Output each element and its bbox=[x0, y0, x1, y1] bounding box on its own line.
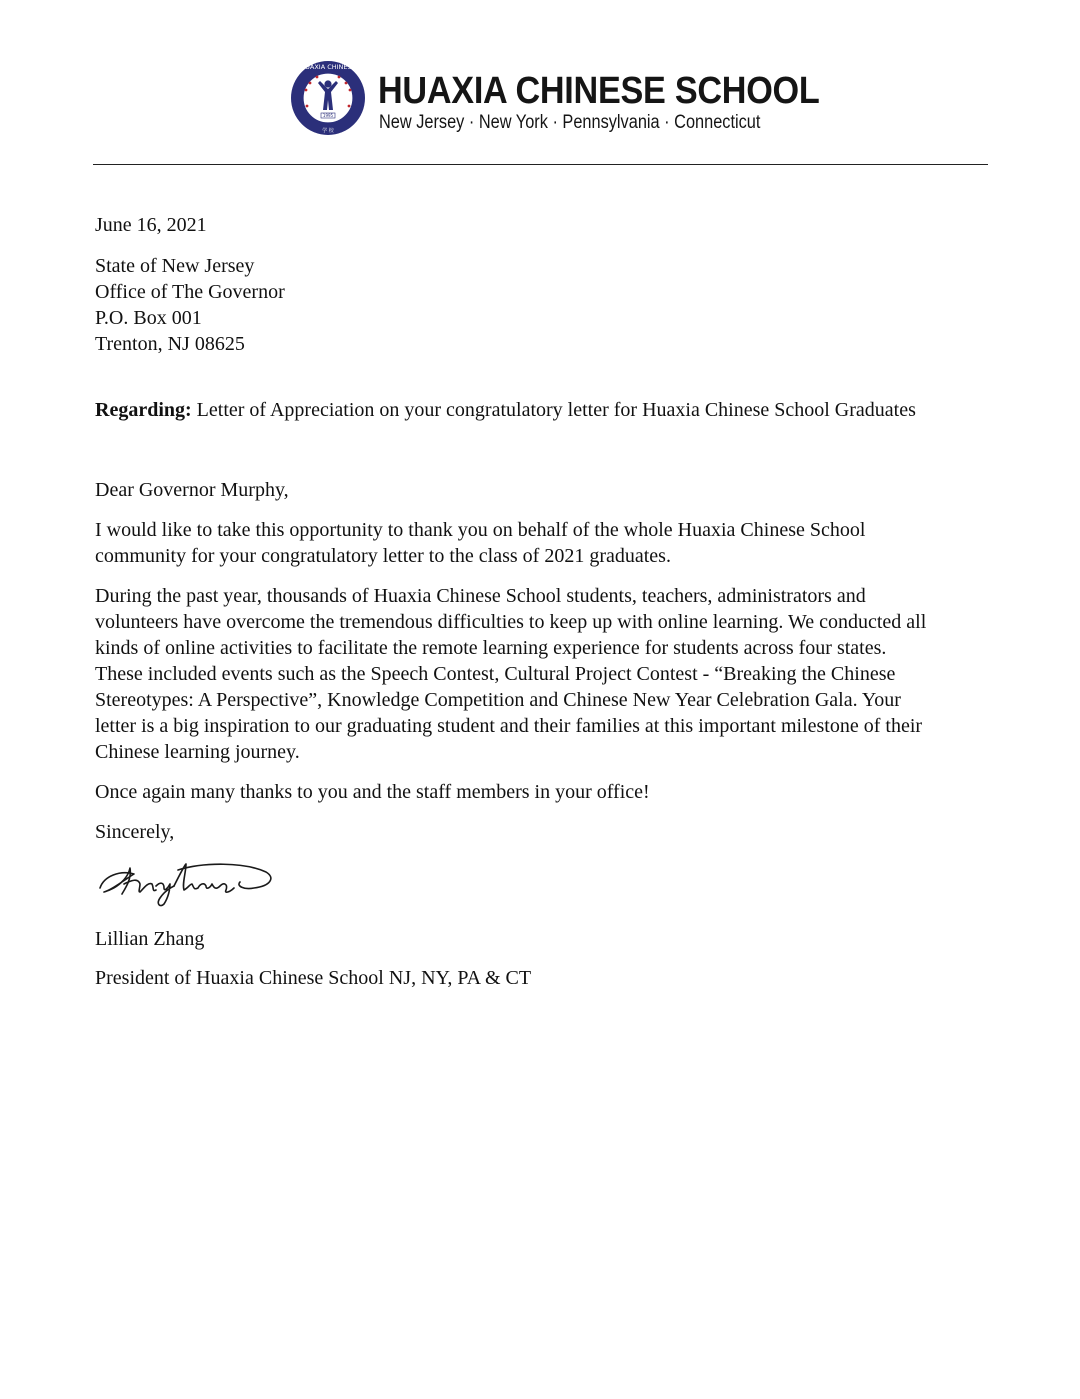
svg-text:HUAXIA CHINESE: HUAXIA CHINESE bbox=[300, 63, 356, 71]
paragraph-line: kinds of online activities to facilitate the remote learning experience for students across four states. bbox=[95, 637, 887, 659]
address-line: State of New Jersey bbox=[95, 255, 255, 277]
letter-date: June 16, 2021 bbox=[95, 214, 207, 236]
svg-text:1995: 1995 bbox=[322, 113, 334, 118]
header-divider bbox=[93, 164, 988, 165]
paragraph-line: volunteers have overcome the tremendous difficulties to keep up with online learning. We conducted all bbox=[95, 611, 927, 633]
regarding-text: Letter of Appreciation on your congratulatory letter for Huaxia Chinese School Graduates bbox=[191, 399, 916, 421]
school-seal-logo bbox=[290, 60, 366, 136]
school-tagline: New Jersey · New York · Pennsylvania · Connecticut bbox=[379, 112, 761, 133]
paragraph-line: community for your congratulatory letter to the class of 2021 graduates. bbox=[95, 545, 671, 567]
paragraph-line: During the past year, thousands of Huaxia Chinese School students, teachers, administrators and bbox=[95, 585, 866, 607]
school-name: HUAXIA CHINESE SCHOOL bbox=[378, 70, 820, 112]
address-line: Office of The Governor bbox=[95, 281, 285, 303]
paragraph-3: Once again many thanks to you and the staff members in your office! bbox=[95, 781, 650, 803]
paragraph-line: Chinese learning journey. bbox=[95, 741, 300, 763]
salutation: Dear Governor Murphy, bbox=[95, 479, 289, 501]
paragraph-line: Stereotypes: A Perspective”, Knowledge Competition and Chinese New Year Celebration Gala. Your bbox=[95, 689, 901, 711]
handwritten-signature bbox=[94, 858, 280, 910]
paragraph-line: These included events such as the Speech Contest, Cultural Project Contest - “Breaking the Chinese bbox=[95, 663, 896, 685]
closing: Sincerely, bbox=[95, 821, 175, 843]
letterhead bbox=[290, 60, 820, 142]
paragraph-line: letter is a big inspiration to our graduating student and their families at this important milestone of their bbox=[95, 715, 923, 737]
regarding-label: Regarding: bbox=[95, 399, 192, 421]
address-line: P.O. Box 001 bbox=[95, 307, 202, 329]
paragraph-line: I would like to take this opportunity to thank you on behalf of the whole Huaxia Chinese School bbox=[95, 519, 866, 541]
signatory-title: President of Huaxia Chinese School NJ, NY, PA & CT bbox=[95, 967, 532, 989]
regarding-line bbox=[95, 397, 995, 423]
svg-text:学 校: 学 校 bbox=[322, 128, 334, 134]
address-line: Trenton, NJ 08625 bbox=[95, 333, 245, 355]
signatory-name: Lillian Zhang bbox=[95, 928, 205, 950]
